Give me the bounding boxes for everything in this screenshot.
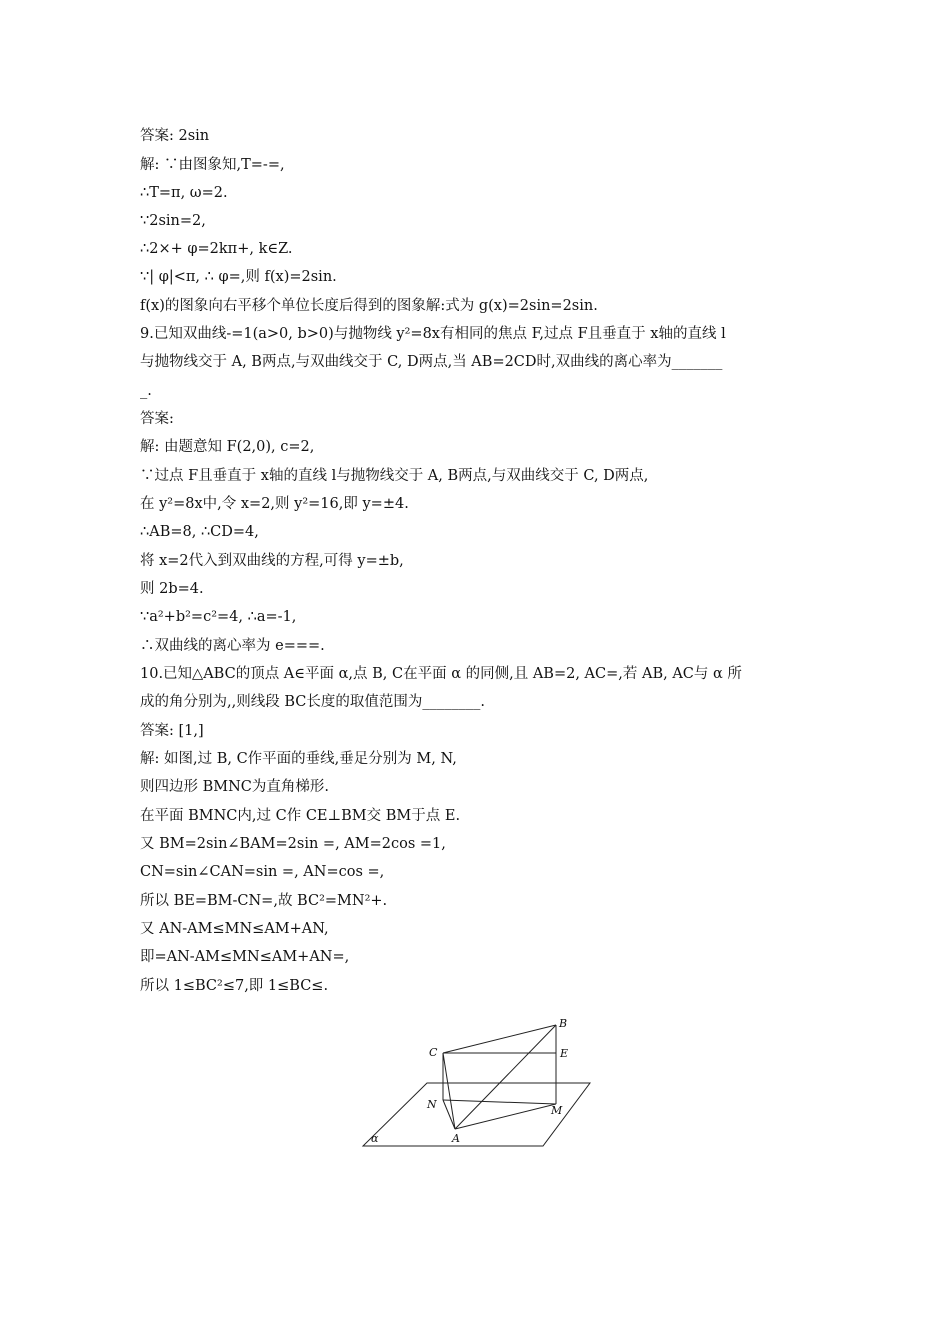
label-A: A — [452, 1132, 460, 1145]
text-line: _. — [140, 383, 152, 399]
text-line: ∴T=π, ω=2. — [140, 185, 228, 201]
text-line: 在 y²=8x中,令 x=2,则 y²=16,即 y=±4. — [140, 496, 409, 512]
text-line: 答案: [1,] — [140, 723, 204, 739]
label-E: E — [560, 1047, 569, 1060]
label-M: M — [551, 1104, 563, 1117]
text-line: 即=AN-AM≤MN≤AM+AN=, — [140, 949, 350, 965]
text-line: 成的角分别为,,则线段 BC长度的取值范围为________. — [140, 694, 485, 710]
text-line: 又 BM=2sin∠BAM=2sin =, AM=2cos =1, — [140, 836, 446, 852]
label-N: N — [427, 1098, 437, 1111]
text-line: 所以 BE=BM-CN=,故 BC²=MN²+. — [140, 893, 388, 909]
text-line: f(x)的图象向右平移个单位长度后得到的图象解:式为 g(x)=2sin=2sin. — [140, 298, 598, 314]
text-line: 解: ∵由图象知,T=-=, — [140, 157, 285, 173]
text-line: ∵a²+b²=c²=4, ∴a=-1, — [140, 609, 297, 625]
text-line: ∴2×+ φ=2kπ+, k∈Z. — [140, 241, 293, 257]
label-C: C — [429, 1046, 438, 1059]
text-line: ∴AB=8, ∴CD=4, — [140, 524, 259, 540]
text-line: 答案: 2sin — [140, 128, 210, 144]
text-line: CN=sin∠CAN=sin =, AN=cos =, — [140, 864, 385, 880]
text-line: 又 AN-AM≤MN≤AM+AN, — [140, 921, 329, 937]
text-line: 答案: — [140, 411, 174, 427]
text-line: ∵| φ|<π, ∴ φ=,则 f(x)=2sin. — [140, 269, 337, 285]
text-line: 解: 如图,过 B, C作平面的垂线,垂足分别为 M, N, — [140, 751, 457, 767]
geometry-diagram — [355, 1012, 595, 1152]
text-line: ∵过点 F且垂直于 x轴的直线 l与抛物线交于 A, B两点,与双曲线交于 C, D两点, — [140, 468, 649, 484]
text-line: ∴双曲线的离心率为 e===. — [140, 638, 325, 654]
text-line: ∵2sin=2, — [140, 213, 206, 229]
text-line: 解: 由题意知 F(2,0), c=2, — [140, 439, 315, 455]
text-line: 10.已知△ABC的顶点 A∈平面 α,点 B, C在平面 α 的同侧,且 AB=2, AC=,若 AB, AC与 α 所 — [140, 666, 742, 682]
edge-NM — [443, 1100, 556, 1104]
text-line: 与抛物线交于 A, B两点,与双曲线交于 C, D两点,当 AB=2CD时,双曲线的离心率为_______ — [140, 354, 723, 370]
label-B: B — [559, 1017, 568, 1030]
edge-AC — [443, 1053, 455, 1129]
text-line: 将 x=2代入到双曲线的方程,可得 y=±b, — [140, 553, 404, 569]
label-alpha: α — [371, 1132, 379, 1145]
edge-AB — [455, 1025, 556, 1129]
text-line: 则 2b=4. — [140, 581, 204, 597]
text-line: 9.已知双曲线-=1(a>0, b>0)与抛物线 y²=8x有相同的焦点 F,过点 F且垂直于 x轴的直线 l — [140, 326, 726, 342]
edge-CB — [443, 1025, 556, 1053]
geometry-figure — [355, 1012, 595, 1152]
text-line: 则四边形 BMNC为直角梯形. — [140, 779, 330, 795]
edge-AM — [455, 1104, 556, 1129]
text-line: 在平面 BMNC内,过 C作 CE⊥BM交 BM于点 E. — [140, 808, 461, 824]
text-line: 所以 1≤BC²≤7,即 1≤BC≤. — [140, 978, 329, 994]
